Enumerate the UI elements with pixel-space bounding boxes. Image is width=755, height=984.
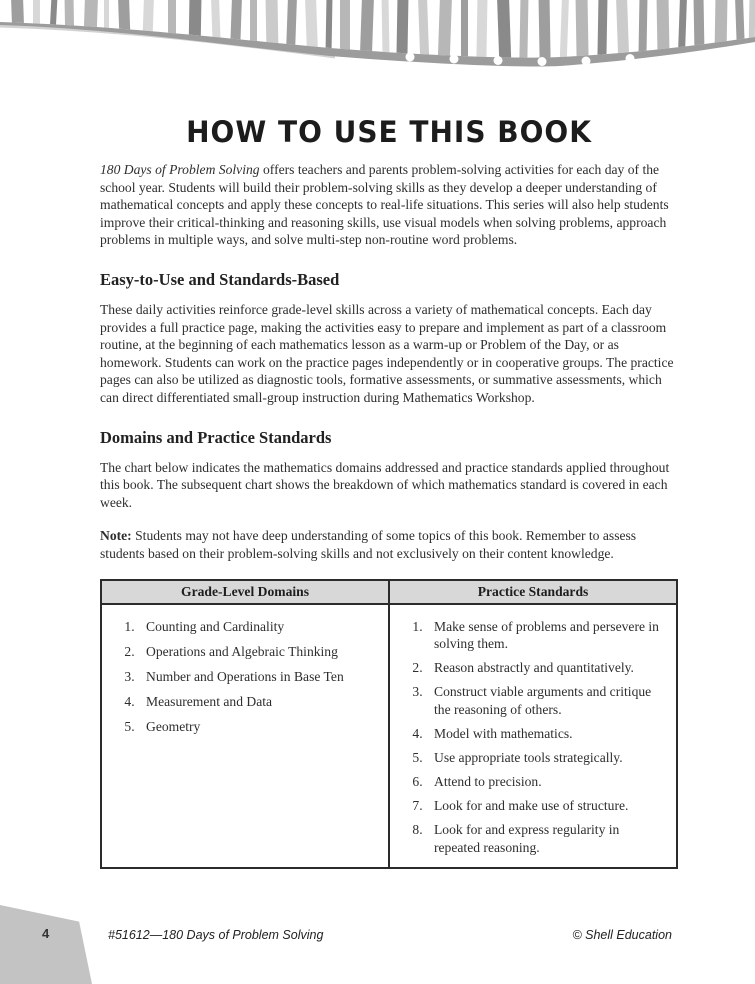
- table-header-practice-standards: Practice Standards: [389, 580, 677, 604]
- domain-item: 5. Geometry: [138, 718, 380, 736]
- standard-item: 4. Model with mathematics.: [426, 725, 668, 743]
- note-text: Students may not have deep understanding of some topics of this book. Remember to assess students based on their problem-solving skills and not exclusively on their content knowledge.: [100, 528, 637, 561]
- footer-publisher: © Shell Education: [572, 928, 672, 942]
- standard-item: 7. Look for and make use of structure.: [426, 797, 668, 815]
- page-title: HOW TO USE THIS BOOK: [186, 114, 592, 150]
- practice-standards-cell: [389, 604, 677, 869]
- domain-item: 2. Operations and Algebraic Thinking: [138, 643, 380, 661]
- footer-book-id: #51612—180 Days of Problem Solving: [108, 928, 324, 942]
- page-footer: [108, 928, 672, 942]
- standard-item: 1. Make sense of problems and persevere in solving them.: [426, 618, 668, 653]
- standard-item: 8. Look for and express regularity in repeated reasoning.: [426, 821, 668, 856]
- domains-standards-table: [100, 579, 678, 870]
- standard-item: 3. Construct viable arguments and critique the reasoning of others.: [426, 683, 668, 718]
- domain-item: 4. Measurement and Data: [138, 693, 380, 711]
- grade-level-domains-cell: [101, 604, 389, 869]
- page-number: 4: [42, 926, 50, 941]
- domain-item: 1. Counting and Cardinality: [138, 618, 380, 636]
- domains-list: [106, 618, 380, 736]
- table-header-row: [101, 580, 677, 604]
- section-heading-easy-to-use: Easy-to-Use and Standards-Based: [100, 269, 340, 289]
- page-corner-tab: [0, 905, 92, 984]
- domains-standards-paragraph: The chart below indicates the mathematics domains addressed and practice standards applied throughout this book. The subsequent chart shows the breakdown of which mathematics standard is covered in each week.: [100, 459, 670, 510]
- table-body-row: [101, 604, 677, 869]
- standards-list: [394, 618, 668, 857]
- standard-item: 6. Attend to precision.: [426, 773, 668, 791]
- easy-to-use-paragraph: These daily activities reinforce grade-level skills across a variety of mathematical concepts. Each day provides a full practice page, making the activities easy to prepare and implement as part of a classroom routine, at the beginning of each mathematics lesson as a warm-up or Problem of the Day, or as homework. Students can work on the practice pages independently or in cooperative groups. The practice pages can also be utilized as diagnostic tools, formative assessments, or summative assessments, which can direct differentiated small-group instruction during Mathematics Workshop.: [100, 301, 674, 405]
- standard-item: 5. Use appropriate tools strategically.: [426, 749, 668, 767]
- domain-item: 3. Number and Operations in Base Ten: [138, 668, 380, 686]
- note-paragraph: [100, 527, 678, 562]
- series-title-italic: 180 Days of Problem Solving: [100, 162, 260, 177]
- note-label: Note:: [100, 528, 132, 544]
- table-header-grade-level-domains: Grade-Level Domains: [101, 580, 389, 604]
- intro-paragraph: [100, 161, 678, 249]
- intro-text: offers teachers and parents problem-solving activities for each day of the school year. Students will build their problem-solving skills as they develop a deeper understanding of mathematical concepts and apply these concepts to real-life situations. This series will also help students improve their critical-thinking and reasoning skills, use visual models when solving problems, approach problems in multiple ways, and solve multi-step non-routine word problems.: [100, 162, 669, 248]
- section-heading-domains-standards: Domains and Practice Standards: [100, 427, 332, 447]
- page-content: [100, 0, 678, 869]
- standard-item: 2. Reason abstractly and quantitatively.: [426, 659, 668, 677]
